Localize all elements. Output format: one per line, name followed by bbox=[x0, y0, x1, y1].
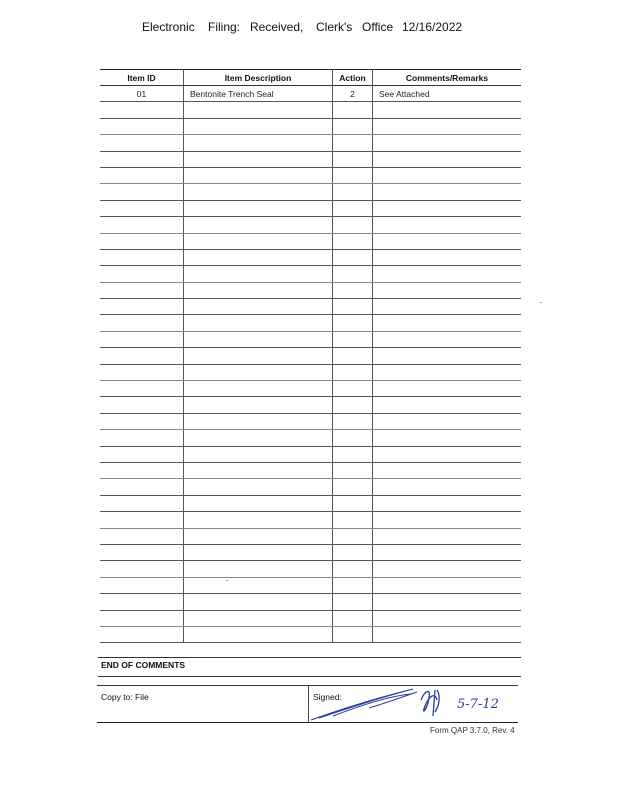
item-description-cell: Bentonite Trench Seal bbox=[184, 86, 333, 102]
table-row bbox=[100, 462, 521, 478]
empty-cell bbox=[373, 315, 522, 331]
empty-cell bbox=[100, 479, 184, 495]
table-row bbox=[100, 102, 521, 118]
empty-cell bbox=[100, 364, 184, 380]
stamp-word: Received, bbox=[250, 20, 304, 34]
empty-cell bbox=[184, 561, 333, 577]
empty-cell bbox=[100, 594, 184, 610]
empty-cell bbox=[373, 249, 522, 265]
empty-cell bbox=[373, 577, 522, 593]
empty-cell bbox=[184, 282, 333, 298]
empty-cell bbox=[184, 135, 333, 151]
table-row bbox=[100, 184, 521, 200]
empty-cell bbox=[333, 151, 373, 167]
table-row bbox=[100, 266, 521, 282]
empty-cell bbox=[373, 430, 522, 446]
empty-cell bbox=[184, 495, 333, 511]
column-header-comments: Comments/Remarks bbox=[373, 70, 522, 86]
column-header-action: Action bbox=[333, 70, 373, 86]
empty-cell bbox=[333, 364, 373, 380]
empty-cell bbox=[100, 626, 184, 642]
empty-cell bbox=[100, 315, 184, 331]
empty-cell bbox=[333, 249, 373, 265]
empty-cell bbox=[333, 135, 373, 151]
empty-cell bbox=[333, 495, 373, 511]
table-row bbox=[100, 495, 521, 511]
scan-speck bbox=[226, 580, 228, 581]
empty-cell bbox=[333, 331, 373, 347]
table-row bbox=[100, 594, 521, 610]
table-row bbox=[100, 200, 521, 216]
empty-cell bbox=[373, 102, 522, 118]
stamp-word: Office bbox=[362, 20, 394, 34]
empty-cell bbox=[184, 167, 333, 183]
stamp-word: Electronic bbox=[142, 20, 195, 34]
table-row bbox=[100, 512, 521, 528]
table-row bbox=[100, 282, 521, 298]
empty-cell bbox=[373, 610, 522, 626]
empty-cell bbox=[333, 348, 373, 364]
empty-cell bbox=[333, 118, 373, 134]
empty-cell bbox=[184, 217, 333, 233]
empty-cell bbox=[373, 512, 522, 528]
empty-cell bbox=[333, 462, 373, 478]
empty-cell bbox=[100, 544, 184, 560]
empty-cell bbox=[333, 167, 373, 183]
table-row bbox=[100, 626, 521, 642]
signature-cell bbox=[308, 686, 519, 722]
empty-cell bbox=[373, 364, 522, 380]
electronic-filing-stamp bbox=[142, 20, 472, 34]
table-row bbox=[100, 577, 521, 593]
empty-cell bbox=[333, 266, 373, 282]
table-row bbox=[100, 135, 521, 151]
table-row bbox=[100, 86, 521, 102]
signed-label: Signed: bbox=[313, 692, 342, 702]
empty-cell bbox=[373, 299, 522, 315]
stamp-date: 12/16/2022 bbox=[402, 20, 463, 34]
empty-cell bbox=[373, 233, 522, 249]
empty-cell bbox=[184, 331, 333, 347]
empty-cell bbox=[333, 413, 373, 429]
copy-to-label: Copy to: File bbox=[101, 692, 149, 702]
empty-cell bbox=[333, 315, 373, 331]
empty-cell bbox=[333, 594, 373, 610]
stamp-word: Clerk's bbox=[316, 20, 353, 34]
empty-cell bbox=[184, 528, 333, 544]
empty-cell bbox=[373, 151, 522, 167]
empty-cell bbox=[100, 446, 184, 462]
empty-cell bbox=[184, 430, 333, 446]
empty-cell bbox=[100, 200, 184, 216]
empty-cell bbox=[333, 479, 373, 495]
signature-row bbox=[97, 685, 518, 723]
empty-cell bbox=[373, 626, 522, 642]
empty-cell bbox=[333, 217, 373, 233]
empty-cell bbox=[100, 118, 184, 134]
empty-cell bbox=[373, 479, 522, 495]
empty-cell bbox=[333, 233, 373, 249]
empty-cell bbox=[373, 282, 522, 298]
empty-cell bbox=[100, 381, 184, 397]
empty-cell bbox=[184, 446, 333, 462]
empty-cell bbox=[373, 184, 522, 200]
empty-cell bbox=[100, 561, 184, 577]
table-row bbox=[100, 413, 521, 429]
empty-cell bbox=[373, 528, 522, 544]
empty-cell bbox=[184, 249, 333, 265]
table-row bbox=[100, 381, 521, 397]
table-row bbox=[100, 610, 521, 626]
column-header-item-id: Item ID bbox=[100, 70, 184, 86]
empty-cell bbox=[100, 135, 184, 151]
empty-cell bbox=[184, 348, 333, 364]
table-row bbox=[100, 299, 521, 315]
empty-cell bbox=[184, 118, 333, 134]
empty-cell bbox=[333, 102, 373, 118]
empty-cell bbox=[100, 577, 184, 593]
empty-cell bbox=[184, 315, 333, 331]
empty-cell bbox=[184, 462, 333, 478]
empty-cell bbox=[184, 184, 333, 200]
table-row bbox=[100, 151, 521, 167]
empty-cell bbox=[100, 249, 184, 265]
table-row bbox=[100, 430, 521, 446]
empty-cell bbox=[333, 610, 373, 626]
empty-cell bbox=[373, 266, 522, 282]
empty-cell bbox=[100, 282, 184, 298]
empty-cell bbox=[333, 381, 373, 397]
empty-cell bbox=[333, 512, 373, 528]
empty-cell bbox=[100, 610, 184, 626]
empty-cell bbox=[373, 594, 522, 610]
empty-cell bbox=[373, 495, 522, 511]
empty-cell bbox=[373, 217, 522, 233]
empty-cell bbox=[100, 348, 184, 364]
empty-cell bbox=[333, 397, 373, 413]
empty-cell bbox=[100, 331, 184, 347]
empty-cell bbox=[373, 413, 522, 429]
table-row bbox=[100, 249, 521, 265]
empty-cell bbox=[373, 381, 522, 397]
table-row bbox=[100, 364, 521, 380]
table-row bbox=[100, 446, 521, 462]
empty-cell bbox=[373, 167, 522, 183]
empty-cell bbox=[184, 512, 333, 528]
table-row bbox=[100, 544, 521, 560]
empty-cell bbox=[333, 528, 373, 544]
empty-cell bbox=[184, 266, 333, 282]
empty-cell bbox=[184, 299, 333, 315]
empty-cell bbox=[373, 118, 522, 134]
empty-cell bbox=[100, 462, 184, 478]
empty-cell bbox=[373, 200, 522, 216]
empty-cell bbox=[333, 200, 373, 216]
empty-cell bbox=[184, 233, 333, 249]
empty-cell bbox=[184, 594, 333, 610]
empty-cell bbox=[100, 167, 184, 183]
table-row bbox=[100, 233, 521, 249]
empty-cell bbox=[100, 184, 184, 200]
empty-cell bbox=[184, 577, 333, 593]
empty-cell bbox=[184, 102, 333, 118]
empty-cell bbox=[184, 364, 333, 380]
empty-cell bbox=[100, 266, 184, 282]
empty-cell bbox=[100, 528, 184, 544]
empty-cell bbox=[100, 217, 184, 233]
table-row bbox=[100, 479, 521, 495]
empty-cell bbox=[184, 151, 333, 167]
signature-date: 5-7-12 bbox=[457, 697, 499, 712]
empty-cell bbox=[184, 626, 333, 642]
empty-cell bbox=[100, 102, 184, 118]
column-header-item-description: Item Description bbox=[184, 70, 333, 86]
empty-cell bbox=[333, 430, 373, 446]
empty-cell bbox=[100, 512, 184, 528]
empty-cell bbox=[100, 299, 184, 315]
empty-cell bbox=[100, 151, 184, 167]
empty-cell bbox=[373, 348, 522, 364]
empty-cell bbox=[333, 577, 373, 593]
table-row bbox=[100, 217, 521, 233]
empty-cell bbox=[184, 544, 333, 560]
empty-cell bbox=[333, 184, 373, 200]
handwritten-signature bbox=[309, 686, 519, 722]
table-row bbox=[100, 528, 521, 544]
empty-cell bbox=[100, 495, 184, 511]
empty-cell bbox=[184, 610, 333, 626]
empty-cell bbox=[184, 200, 333, 216]
table-row bbox=[100, 348, 521, 364]
empty-cell bbox=[333, 446, 373, 462]
empty-cell bbox=[373, 462, 522, 478]
table-row bbox=[100, 561, 521, 577]
empty-cell bbox=[373, 135, 522, 151]
empty-cell bbox=[184, 381, 333, 397]
form-number: Form QAP 3.7.0, Rev. 4 bbox=[430, 726, 515, 735]
remarks-cell: See Attached bbox=[373, 86, 522, 102]
empty-cell bbox=[373, 561, 522, 577]
empty-cell bbox=[100, 233, 184, 249]
empty-cell bbox=[100, 397, 184, 413]
empty-cell bbox=[333, 544, 373, 560]
table-row bbox=[100, 331, 521, 347]
empty-cell bbox=[184, 397, 333, 413]
item-id-cell: 01 bbox=[100, 86, 184, 102]
stamp-word: Filing: bbox=[208, 20, 241, 34]
table-row bbox=[100, 167, 521, 183]
empty-cell bbox=[333, 282, 373, 298]
empty-cell bbox=[373, 331, 522, 347]
empty-cell bbox=[333, 561, 373, 577]
table-header-row bbox=[100, 70, 521, 86]
table-row bbox=[100, 397, 521, 413]
table-row bbox=[100, 118, 521, 134]
comments-table bbox=[100, 69, 521, 643]
empty-cell bbox=[100, 430, 184, 446]
empty-cell bbox=[100, 413, 184, 429]
end-of-comments-label: END OF COMMENTS bbox=[98, 657, 521, 677]
empty-cell bbox=[184, 479, 333, 495]
empty-cell bbox=[373, 544, 522, 560]
empty-cell bbox=[184, 413, 333, 429]
scan-speck bbox=[540, 302, 542, 303]
empty-cell bbox=[333, 299, 373, 315]
empty-cell bbox=[373, 446, 522, 462]
empty-cell bbox=[373, 397, 522, 413]
empty-cell bbox=[333, 626, 373, 642]
table-row bbox=[100, 315, 521, 331]
action-cell: 2 bbox=[333, 86, 373, 102]
